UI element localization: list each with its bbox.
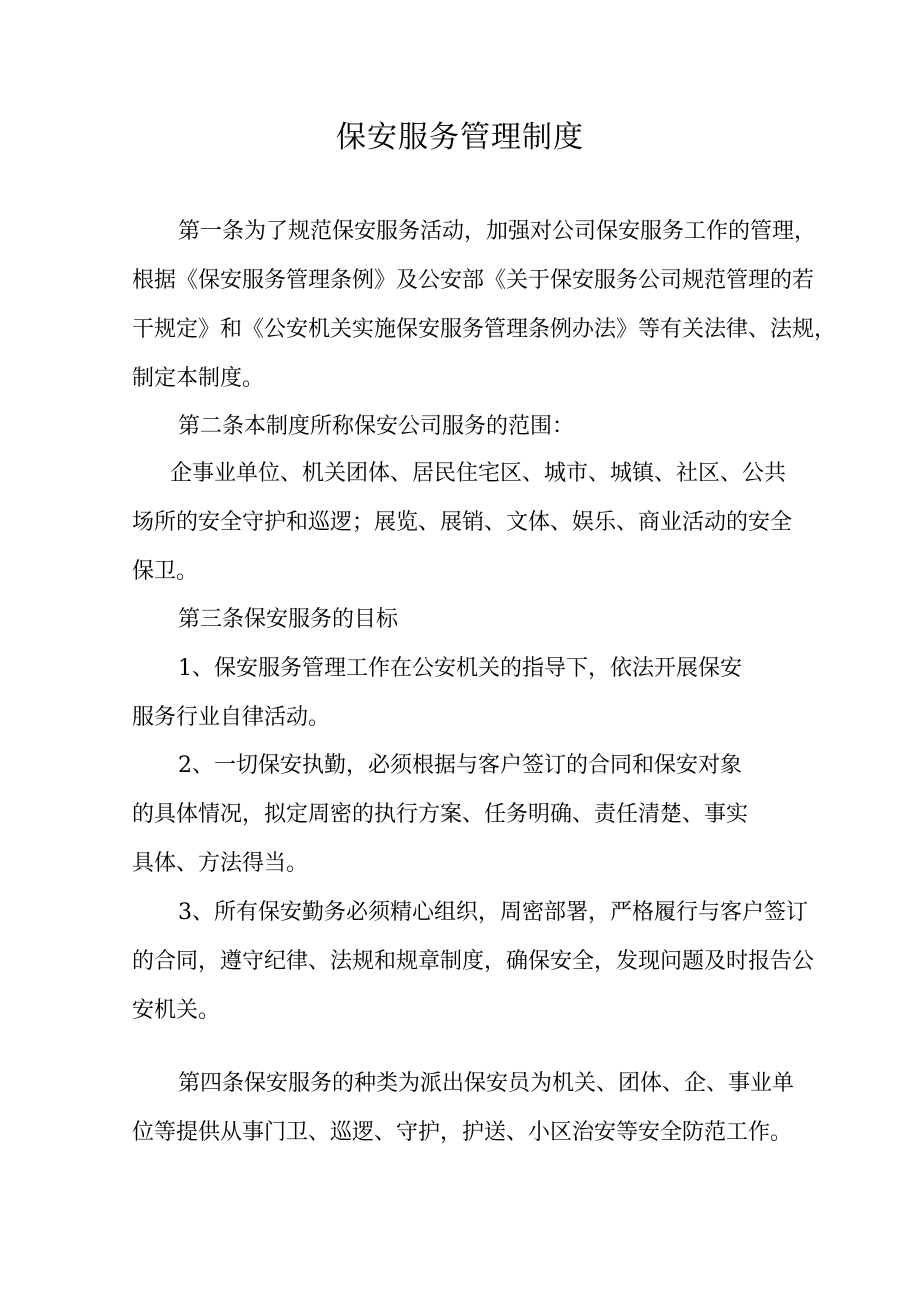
text-line: 安机关。	[132, 998, 221, 1023]
text-line: 3、所有保安勤务必须精心组织，周密部署，严格履行与客户签订	[178, 900, 808, 925]
text-line: 具体、方法得当。	[132, 851, 309, 876]
text-line: 保卫。	[132, 559, 199, 584]
text-line: 干规定》和《公安机关实施保安服务管理条例办法》等有关法律、法规，	[132, 317, 837, 342]
text-line: 2、一切保安执勤，必须根据与客户签订的合同和保安对象	[178, 753, 742, 778]
text-line: 服务行业自律活动。	[132, 705, 331, 730]
text-line: 第一条为了规范保安服务活动，加强对公司保安服务工作的管理，	[178, 219, 817, 244]
text-line: 根据《保安服务管理条例》及公安部《关于保安服务公司规范管理的若	[132, 268, 815, 293]
text-line: 第三条保安服务的目标	[178, 607, 399, 632]
text-line: 1、保安服务管理工作在公安机关的指导下，依法开展保安	[178, 656, 742, 681]
text-line: 第四条保安服务的种类为派出保安员为机关、团体、企、事业单	[178, 1071, 795, 1096]
text-line: 位等提供从事门卫、巡逻、守护，护送、小区治安等安全防范工作。	[132, 1120, 793, 1145]
page-title: 保安服务管理制度	[336, 120, 584, 155]
text-line: 制定本制度。	[132, 366, 265, 391]
text-line: 第二条本制度所称保安公司服务的范围：	[178, 414, 575, 439]
text-line: 场所的安全守护和巡逻；展览、展销、文体、娱乐、商业活动的安全	[132, 510, 793, 535]
text-line: 企事业单位、机关团体、居民住宅区、城市、城镇、社区、公共	[170, 461, 787, 486]
text-line: 的具体情况，拟定周密的执行方案、任务明确、责任清楚、事实	[132, 802, 749, 827]
text-line: 的合同，遵守纪律、法规和规章制度，确保安全，发现问题及时报告公	[132, 949, 815, 974]
